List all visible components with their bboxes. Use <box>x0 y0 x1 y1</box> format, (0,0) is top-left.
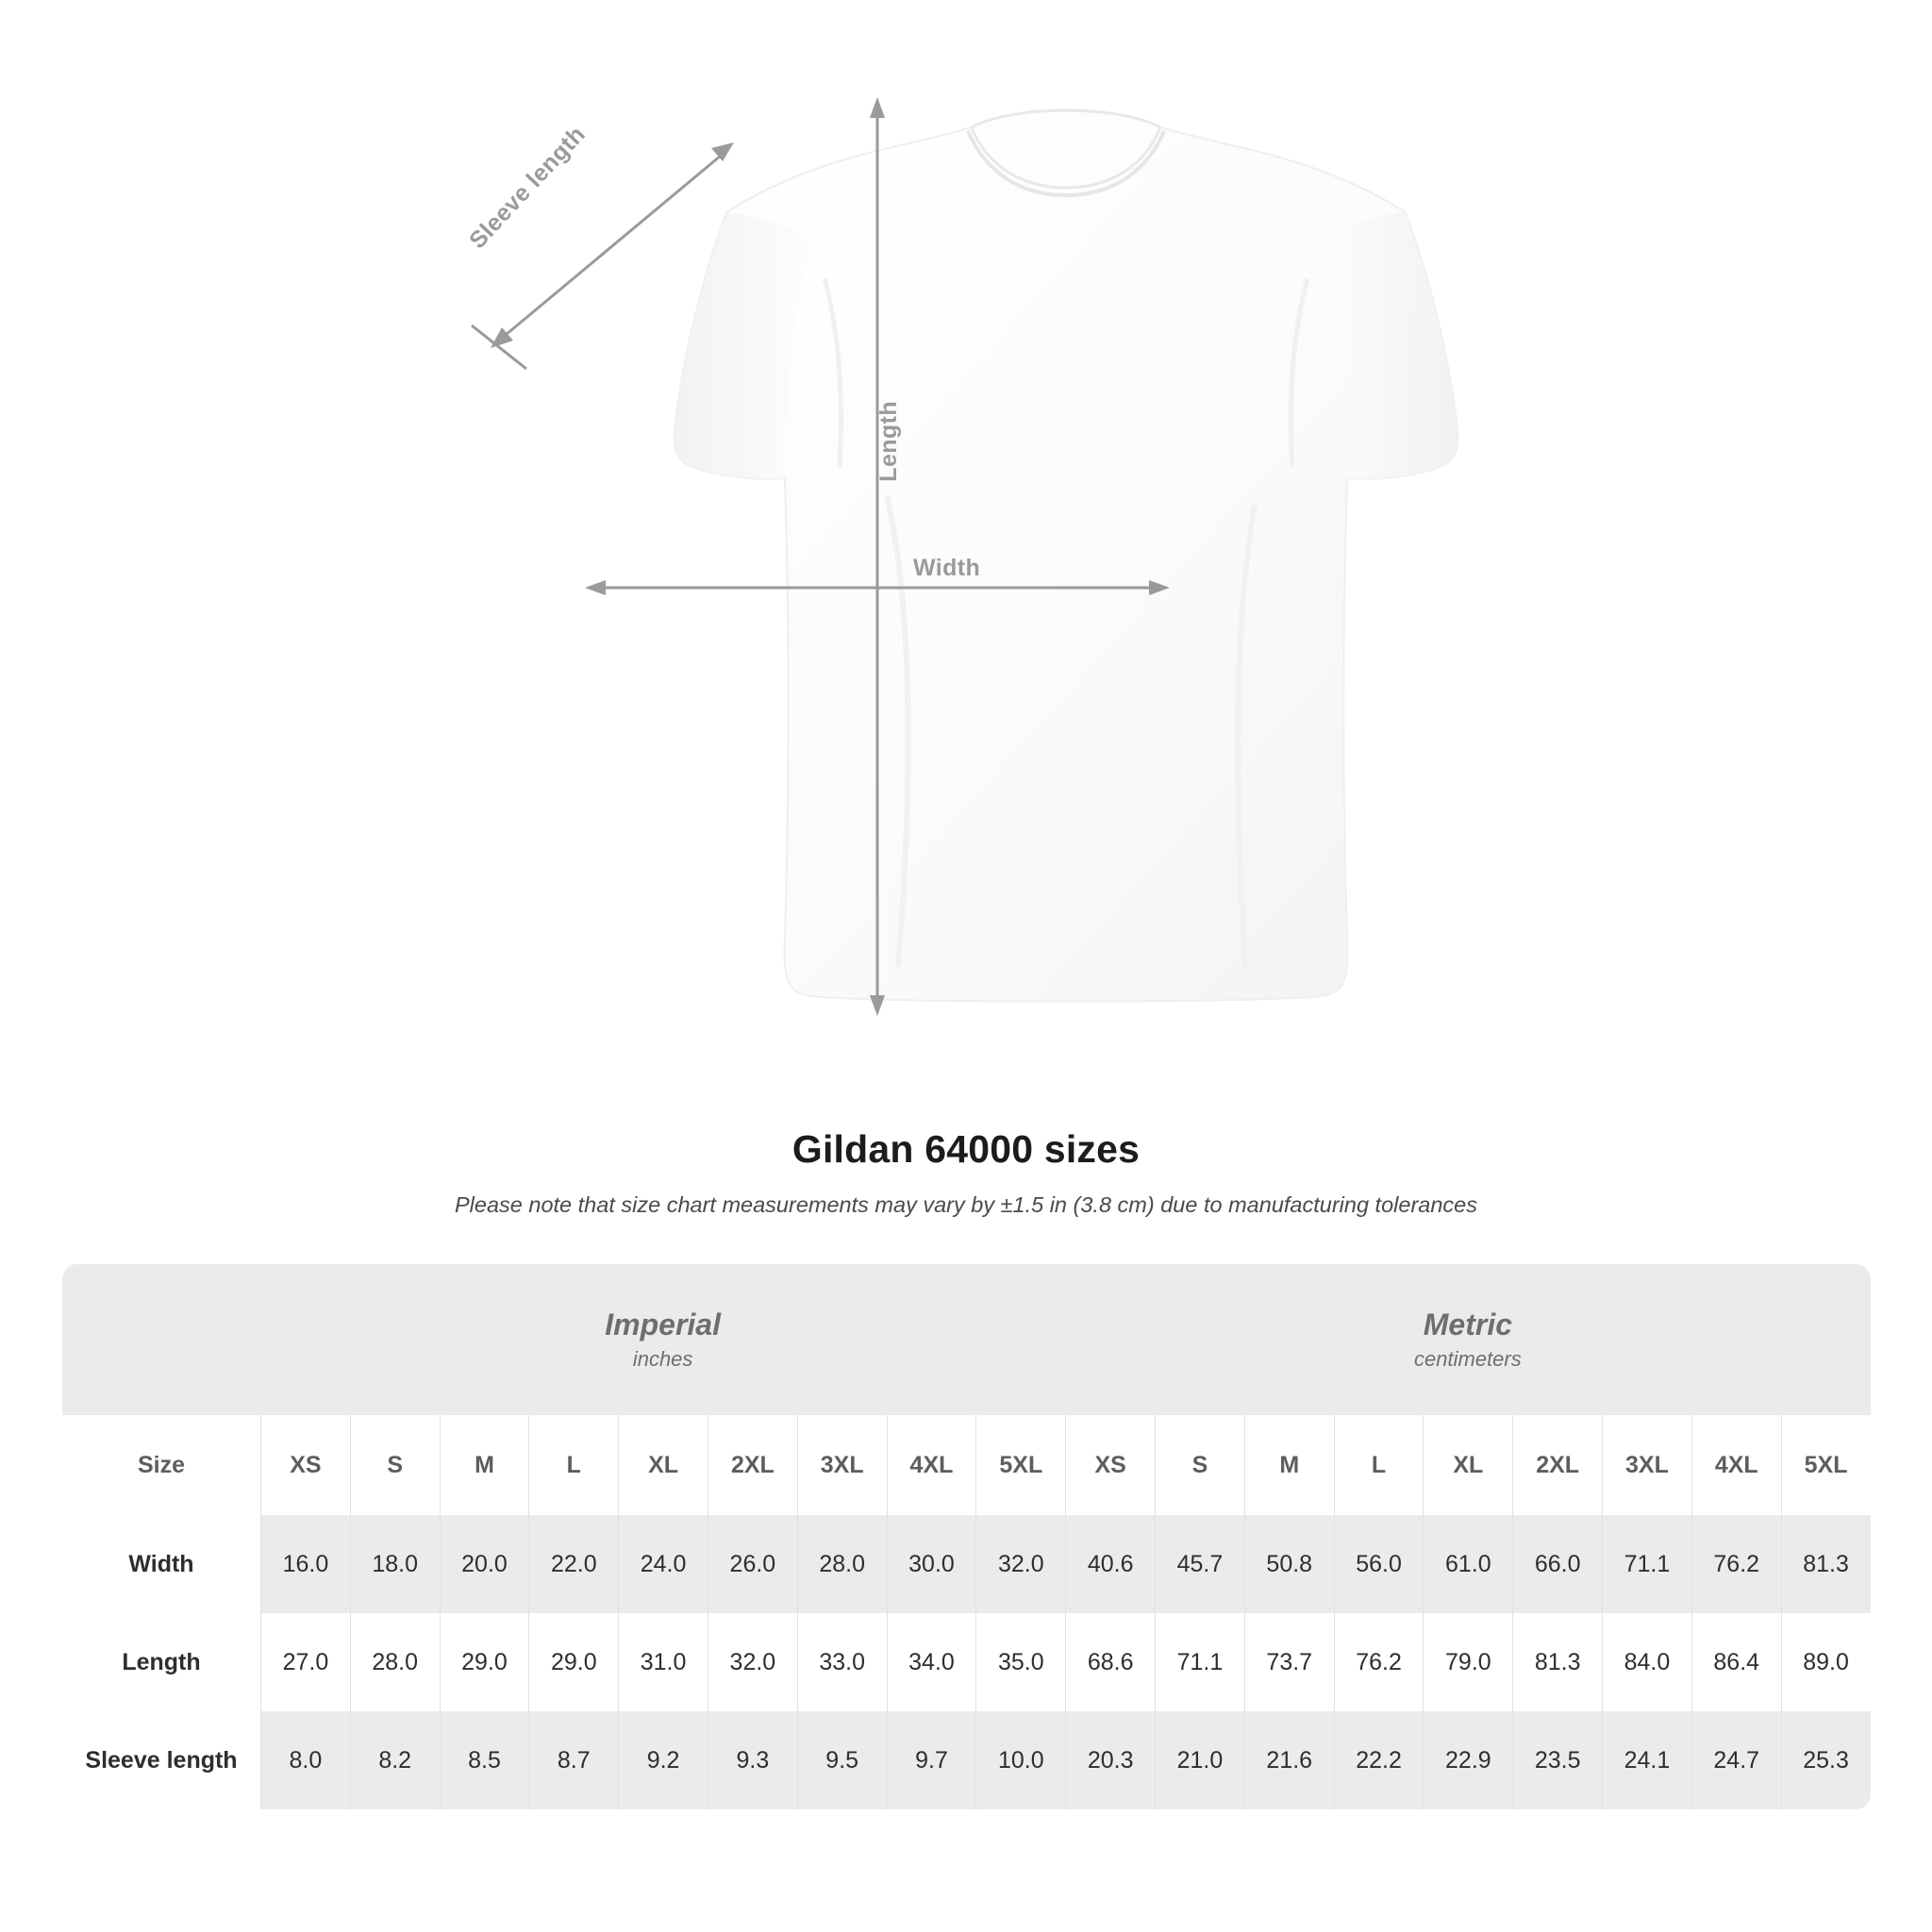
cell-sleeve-l-cm: 22.2 <box>1334 1711 1424 1809</box>
cell-width-3xl-in: 28.0 <box>797 1515 887 1613</box>
cell-sleeve-3xl-in: 9.5 <box>797 1711 887 1809</box>
table-cell <box>440 1711 529 1809</box>
cell-width-xs-cm: 40.6 <box>1065 1515 1155 1613</box>
cell-length-m-in: 29.0 <box>440 1613 529 1711</box>
table-cell <box>1781 1613 1871 1711</box>
row-label-sleeve-length: Sleeve length <box>85 1746 238 1774</box>
tshirt-icon <box>443 90 1500 1090</box>
cell-sleeve-s-in: 8.2 <box>350 1711 440 1809</box>
table-cell <box>1334 1613 1424 1711</box>
column-header <box>1065 1415 1155 1515</box>
table-cell <box>350 1613 440 1711</box>
table-cell <box>887 1711 976 1809</box>
table-cell <box>1512 1515 1602 1613</box>
cell-length-4xl-cm: 86.4 <box>1691 1613 1781 1711</box>
page-title: Gildan 64000 sizes <box>791 1127 1141 1171</box>
column-header <box>975 1415 1065 1515</box>
table-cell <box>1065 1711 1155 1809</box>
table-cell <box>1244 1515 1334 1613</box>
cell-length-xl-in: 31.0 <box>618 1613 708 1711</box>
col-m-imperial: M <box>440 1415 529 1515</box>
table-cell <box>260 1613 350 1711</box>
table-cell <box>1781 1711 1871 1809</box>
col-l-metric: L <box>1334 1415 1424 1515</box>
col-5xl-metric: 5XL <box>1781 1415 1871 1515</box>
unit-group-metric <box>1065 1264 1870 1415</box>
size-table-area <box>62 1264 1870 1809</box>
cell-length-2xl-in: 32.0 <box>708 1613 797 1711</box>
table-cell <box>1244 1711 1334 1809</box>
sleeve-length-dimension-label: Sleeve length <box>464 121 591 255</box>
column-header <box>1155 1415 1244 1515</box>
column-header <box>260 1415 350 1515</box>
table-cell <box>350 1515 440 1613</box>
header-size-label: Size <box>62 1415 260 1515</box>
table-cell <box>528 1613 618 1711</box>
cell-length-xl-cm: 79.0 <box>1423 1613 1512 1711</box>
unit-group-row <box>62 1264 1871 1415</box>
table-cell <box>1334 1711 1424 1809</box>
col-2xl-imperial: 2XL <box>708 1415 797 1515</box>
table-cell <box>618 1613 708 1711</box>
cell-length-l-cm: 76.2 <box>1334 1613 1424 1711</box>
table-cell <box>1334 1515 1424 1613</box>
table-cell <box>528 1711 618 1809</box>
cell-sleeve-3xl-cm: 24.1 <box>1602 1711 1691 1809</box>
table-cell <box>887 1515 976 1613</box>
column-header <box>797 1415 887 1515</box>
table-cell <box>1691 1613 1781 1711</box>
cell-sleeve-l-in: 8.7 <box>528 1711 618 1809</box>
table-cell <box>1602 1711 1691 1809</box>
cell-sleeve-4xl-cm: 24.7 <box>1691 1711 1781 1809</box>
table-cell <box>797 1711 887 1809</box>
col-5xl-imperial: 5XL <box>975 1415 1065 1515</box>
table-cell <box>1691 1515 1781 1613</box>
table-cell <box>797 1613 887 1711</box>
col-l-imperial: L <box>528 1415 618 1515</box>
table-cell <box>708 1711 797 1809</box>
col-4xl-imperial: 4XL <box>887 1415 976 1515</box>
column-header <box>528 1415 618 1515</box>
col-xs-metric: XS <box>1065 1415 1155 1515</box>
column-header <box>887 1415 976 1515</box>
table-cell <box>1781 1515 1871 1613</box>
width-dimension-label: Width <box>913 555 981 581</box>
cell-width-l-in: 22.0 <box>528 1515 618 1613</box>
table-corner-cell <box>62 1264 260 1415</box>
cell-sleeve-xl-in: 9.2 <box>618 1711 708 1809</box>
cell-length-3xl-in: 33.0 <box>797 1613 887 1711</box>
table-cell <box>797 1515 887 1613</box>
table-cell <box>1155 1613 1244 1711</box>
cell-sleeve-xs-in: 8.0 <box>260 1711 350 1809</box>
cell-sleeve-2xl-cm: 23.5 <box>1512 1711 1602 1809</box>
table-cell <box>1423 1613 1512 1711</box>
table-cell <box>440 1613 529 1711</box>
table-cell <box>618 1515 708 1613</box>
cell-sleeve-m-in: 8.5 <box>440 1711 529 1809</box>
table-cell <box>1602 1613 1691 1711</box>
table-cell <box>618 1711 708 1809</box>
table-cell <box>975 1515 1065 1613</box>
cell-width-m-cm: 50.8 <box>1244 1515 1334 1613</box>
cell-width-xl-in: 24.0 <box>618 1515 708 1613</box>
table-cell <box>350 1711 440 1809</box>
unit-group-imperial <box>260 1264 1065 1415</box>
cell-sleeve-2xl-in: 9.3 <box>708 1711 797 1809</box>
table-cell <box>975 1613 1065 1711</box>
cell-width-5xl-in: 32.0 <box>975 1515 1065 1613</box>
unit-group-imperial-sub: inches <box>632 1346 693 1371</box>
table-cell <box>528 1515 618 1613</box>
unit-group-metric-sub: centimeters <box>1414 1346 1522 1371</box>
cell-width-4xl-cm: 76.2 <box>1691 1515 1781 1613</box>
column-header <box>618 1415 708 1515</box>
table-cell <box>260 1515 350 1613</box>
col-2xl-metric: 2XL <box>1512 1415 1602 1515</box>
cell-length-2xl-cm: 81.3 <box>1512 1613 1602 1711</box>
column-header <box>708 1415 797 1515</box>
table-row <box>62 1711 1871 1809</box>
column-header <box>1602 1415 1691 1515</box>
cell-length-3xl-cm: 84.0 <box>1602 1613 1691 1711</box>
table-cell <box>887 1613 976 1711</box>
column-header <box>1781 1415 1871 1515</box>
cell-length-5xl-in: 35.0 <box>975 1613 1065 1711</box>
cell-width-2xl-in: 26.0 <box>708 1515 797 1613</box>
cell-sleeve-5xl-cm: 25.3 <box>1781 1711 1871 1809</box>
table-cell <box>1065 1613 1155 1711</box>
table-cell <box>1423 1515 1512 1613</box>
size-table <box>62 1264 1871 1809</box>
col-4xl-metric: 4XL <box>1691 1415 1781 1515</box>
column-header <box>440 1415 529 1515</box>
cell-length-xs-in: 27.0 <box>260 1613 350 1711</box>
cell-width-2xl-cm: 66.0 <box>1512 1515 1602 1613</box>
cell-width-s-cm: 45.7 <box>1155 1515 1244 1613</box>
table-row <box>62 1613 1871 1711</box>
table-cell <box>708 1515 797 1613</box>
cell-width-m-in: 20.0 <box>440 1515 529 1613</box>
col-xl-metric: XL <box>1423 1415 1512 1515</box>
cell-length-m-cm: 73.7 <box>1244 1613 1334 1711</box>
cell-width-l-cm: 56.0 <box>1334 1515 1424 1613</box>
table-cell <box>260 1711 350 1809</box>
table-cell <box>1512 1711 1602 1809</box>
unit-group-metric-name: Metric <box>1423 1307 1513 1341</box>
column-header <box>1691 1415 1781 1515</box>
shirt-graphic <box>443 90 1500 1090</box>
table-cell <box>1423 1711 1512 1809</box>
cell-length-5xl-cm: 89.0 <box>1781 1613 1871 1711</box>
cell-length-l-in: 29.0 <box>528 1613 618 1711</box>
cell-length-xs-cm: 68.6 <box>1065 1613 1155 1711</box>
cell-sleeve-m-cm: 21.6 <box>1244 1711 1334 1809</box>
cell-width-xl-cm: 61.0 <box>1423 1515 1512 1613</box>
unit-group-imperial-name: Imperial <box>605 1307 721 1341</box>
table-header-row <box>62 1415 1871 1515</box>
table-cell <box>1155 1515 1244 1613</box>
cell-length-s-in: 28.0 <box>350 1613 440 1711</box>
table-cell <box>1602 1515 1691 1613</box>
col-3xl-metric: 3XL <box>1602 1415 1691 1515</box>
cell-sleeve-s-cm: 21.0 <box>1155 1711 1244 1809</box>
col-s-metric: S <box>1155 1415 1244 1515</box>
table-cell <box>708 1613 797 1711</box>
table-cell <box>1691 1711 1781 1809</box>
cell-width-3xl-cm: 71.1 <box>1602 1515 1691 1613</box>
row-label-width: Width <box>128 1550 194 1577</box>
length-dimension-label: Length <box>875 401 902 482</box>
cell-sleeve-5xl-in: 10.0 <box>975 1711 1065 1809</box>
title-block <box>0 1127 1932 1218</box>
cell-sleeve-xl-cm: 22.9 <box>1423 1711 1512 1809</box>
cell-width-xs-in: 16.0 <box>260 1515 350 1613</box>
column-header <box>1423 1415 1512 1515</box>
col-s-imperial: S <box>350 1415 440 1515</box>
cell-length-4xl-in: 34.0 <box>887 1613 976 1711</box>
col-xl-imperial: XL <box>618 1415 708 1515</box>
row-label-length: Length <box>122 1648 201 1675</box>
table-cell <box>1155 1711 1244 1809</box>
table-row <box>62 1515 1871 1613</box>
tolerance-note: Please note that size chart measurements may vary by ±1.5 in (3.8 cm) due to manufacturing tolerances <box>455 1192 1477 1217</box>
column-header <box>1334 1415 1424 1515</box>
cell-width-4xl-in: 30.0 <box>887 1515 976 1613</box>
cell-sleeve-xs-cm: 20.3 <box>1065 1711 1155 1809</box>
cell-width-5xl-cm: 81.3 <box>1781 1515 1871 1613</box>
table-cell <box>1512 1613 1602 1711</box>
cell-sleeve-4xl-in: 9.7 <box>887 1711 976 1809</box>
col-3xl-imperial: 3XL <box>797 1415 887 1515</box>
column-header <box>1512 1415 1602 1515</box>
table-cell <box>1065 1515 1155 1613</box>
table-cell <box>975 1711 1065 1809</box>
table-cell <box>440 1515 529 1613</box>
table-cell <box>1244 1613 1334 1711</box>
column-header <box>1244 1415 1334 1515</box>
column-header <box>350 1415 440 1515</box>
cell-width-s-in: 18.0 <box>350 1515 440 1613</box>
cell-length-s-cm: 71.1 <box>1155 1613 1244 1711</box>
col-m-metric: M <box>1244 1415 1334 1515</box>
col-xs-imperial: XS <box>260 1415 350 1515</box>
